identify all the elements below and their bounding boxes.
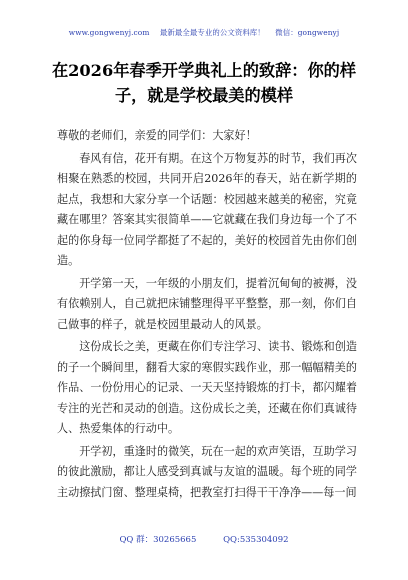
document-body bbox=[57, 126, 357, 505]
site-url[interactable]: www.gongwenyj.com bbox=[68, 28, 150, 37]
paragraph: 开学初，重逢时的微笑，玩在一起的欢声笑语，互助学习的彼此激励，都让人感受到真诚与友谊的温暖。每个班的同学主动擦拭门窗、整理桌椅，把教室打扫得干干净净——每一间 bbox=[57, 444, 357, 499]
paragraph: 这份成长之美，更藏在你们专注学习、读书、锻炼和创造的子一个瞬间里，翻看大家的寒假实践作业，那一幅幅精美的作品、一份份用心的记录、一天天坚持锻炼的打卡，都闪耀着专注的光芒和灵动的创造。这份成长之美，还藏在你们真诚待人、热爱集体的行动中。 bbox=[57, 340, 357, 435]
wechat-contact: 微信：gongwenyj bbox=[275, 28, 340, 37]
paragraph: 开学第一天，一年级的小朋友们，提着沉甸甸的被褥，没有依赖别人，自己就把床铺整理得平平整整，那一刻，你们自己做事的样子，就是校园里最动人的风景。 bbox=[57, 276, 357, 331]
salutation: 尊敬的老师们，亲爱的同学们：大家好！ bbox=[57, 129, 257, 142]
qq-contact: QQ:535304092 bbox=[223, 535, 289, 545]
document-title: 在2026年春季开学典礼上的致辞：你的样子，就是学校最美的模样 bbox=[51, 61, 357, 105]
qq-group: QQ 群：30265665 bbox=[119, 535, 197, 545]
page-header bbox=[0, 27, 408, 38]
site-slogan: 最新最全最专业的公文资料库！ bbox=[159, 28, 265, 37]
paragraph: 春风有信，花开有期。在这个万物复苏的时节，我们再次相聚在熟悉的校园，共同开启2026年的春天，站在新学期的起点，我想和大家分享一个话题：校园越来越美的秘密，究竟藏在哪里？答案其实很简单——它就藏在我们身边每一个了不起的你身每一位同学都挺了不起的，美好的校园首先由你们创造。 bbox=[57, 151, 357, 267]
page-footer bbox=[0, 533, 408, 545]
